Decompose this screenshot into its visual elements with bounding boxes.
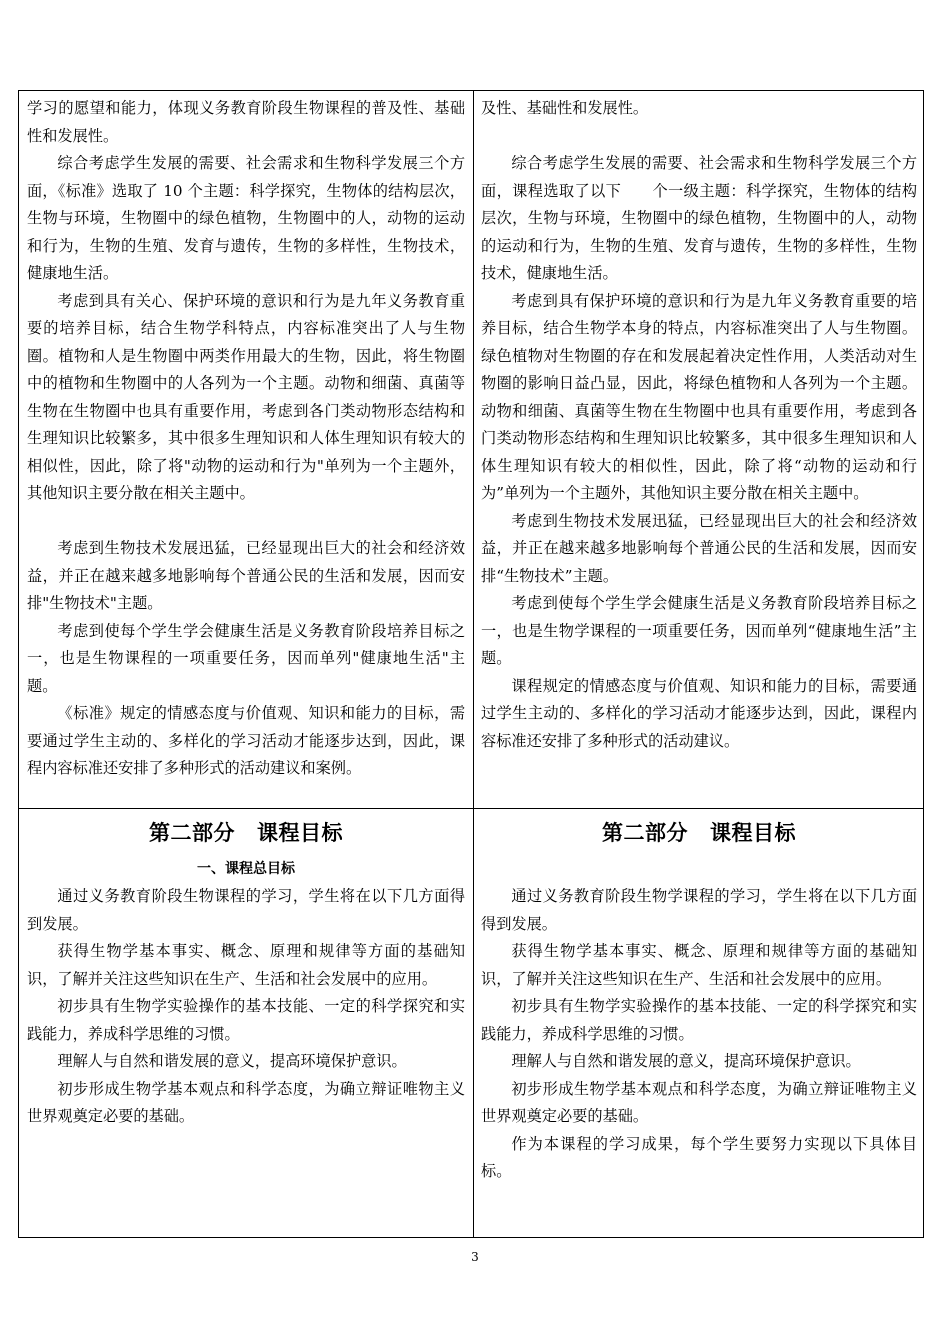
blank-line [481, 123, 917, 151]
paragraph: 考虑到使每个学生学会健康生活是义务教育阶段培养目标之一，也是生物课程的一项重要任务，因而单列"健康地生活"主题。 [27, 621, 465, 695]
right-top-cell [481, 95, 917, 807]
paragraph: 考虑到使每个学生学会健康生活是义务教育阶段培养目标之一，也是生物学课程的一项重要任务，因而单列“健康地生活”主题。 [481, 594, 917, 667]
table-column-divider [473, 91, 474, 1237]
paragraph: 综合考虑学生发展的需要、社会需求和生物科学发展三个方面，课程选取了以下 个一级主题：科学探究，生物体的结构层次，生物与环境，生物圈中的绿色植物，生物圈中的人，动物的运动和行为，生物的生殖、发育与遗传，生物的多样性，生物技术，健康地生活。 [481, 154, 917, 282]
paragraph: 通过义务教育阶段生物学课程的学习，学生将在以下几方面得到发展。 [481, 887, 917, 933]
paragraph: 初步具有生物学实验操作的基本技能、一定的科学探究和实践能力，养成科学思维的习惯。 [481, 997, 917, 1043]
paragraph: 考虑到生物技术发展迅猛，已经显现出巨大的社会和经济效益，并正在越来越多地影响每个普通公民的生活和发展，因而安排“生物技术”主题。 [481, 511, 917, 585]
section-title: 课程目标 [710, 821, 796, 845]
subsection-heading: 一、课程总目标 [197, 861, 295, 877]
paragraph: 初步具有生物学实验操作的基本技能、一定的科学探究和实践能力，养成科学思维的习惯。 [27, 997, 465, 1043]
blank-line [481, 853, 917, 883]
paragraph: 初步形成生物学基本观点和科学态度，为确立辩证唯物主义世界观奠定必要的基础。 [27, 1079, 465, 1125]
right-bottom-cell [481, 813, 917, 1233]
section-heading [27, 813, 465, 853]
paragraph: 考虑到具有保护环境的意识和行为是九年义务教育重要的培养目标，结合生物学本身的特点，内容标准突出了人与生物圈。绿色植物对生物圈的存在和发展起着决定性作用，人类活动对生物圈的影响日益凸显，因此，将绿色植物和人各列为一个主题。动物和细菌、真菌等生物在生物圈中也具有重要作用，考虑到各门类动物形态结构和生理知识比较繁多，其中很多生理知识和人体生理知识有较大的相似性，因此，除了将“动物的运动和行为”单列为一个主题外，其他知识主要分散在相关主题中。 [481, 291, 917, 502]
paragraph: 学习的愿望和能力，体现义务教育阶段生物课程的普及性、基础性和发展性。 [27, 99, 465, 145]
paragraph: 通过义务教育阶段生物课程的学习，学生将在以下几方面得到发展。 [27, 887, 465, 933]
paragraph: 及性、基础性和发展性。 [481, 99, 649, 117]
paragraph: 初步形成生物学基本观点和科学态度，为确立辩证唯物主义世界观奠定必要的基础。 [481, 1079, 917, 1125]
left-bottom-cell [27, 813, 465, 1233]
paragraph: 获得生物学基本事实、概念、原理和规律等方面的基础知识，了解并关注这些知识在生产、生活和社会发展中的应用。 [27, 942, 465, 988]
paragraph: 考虑到具有关心、保护环境的意识和行为是九年义务教育重要的培养目标，结合生物学科特点，内容标准突出了人与生物圈。植物和人是生物圈中两类作用最大的生物，因此，将生物圈中的植物和生物圈中的人各列为一个主题。动物和细菌、真菌等生物在生物圈中也具有重要作用，考虑到各门类动物形态结构和生理知识比较繁多，其中很多生理知识和人体生理知识有较大的相似性，因此，除了将"动物的运动和行为"单列为一个主题外，其他知识主要分散在相关主题中。 [27, 291, 465, 502]
paragraph: 考虑到生物技术发展迅猛，已经显现出巨大的社会和经济效益，并正在越来越多地影响每个普通公民的生活和发展，因而安排"生物技术"主题。 [27, 539, 465, 612]
page-number: 3 [471, 1250, 479, 1264]
paragraph: 综合考虑学生发展的需要、社会需求和生物科学发展三个方面，《标准》选取了 10 个主题：科学探究，生物体的结构层次，生物与环境，生物圈中的绿色植物，生物圈中的人，动物的运动和行为，生物的生殖、发育与遗传，生物的多样性，生物技术，健康地生活。 [27, 154, 465, 282]
paragraph: 作为本课程的学习成果，每个学生要努力实现以下具体目标。 [481, 1134, 917, 1180]
paragraph: 获得生物学基本事实、概念、原理和规律等方面的基础知识，了解并关注这些知识在生产、生活和社会发展中的应用。 [481, 942, 917, 988]
table-row-divider [19, 808, 923, 809]
paragraph: 理解人与自然和谐发展的意义，提高环境保护意识。 [511, 1052, 861, 1070]
left-top-cell [27, 95, 465, 807]
section-part-label: 第二部分 [149, 821, 235, 845]
comparison-table [18, 90, 924, 1238]
section-title: 课程目标 [257, 821, 343, 845]
blank-line [27, 508, 465, 536]
paragraph: 理解人与自然和谐发展的意义，提高环境保护意识。 [57, 1052, 407, 1070]
section-heading [481, 813, 917, 853]
section-part-label: 第二部分 [602, 821, 688, 845]
paragraph: 课程规定的情感态度与价值观、知识和能力的目标，需要通过学生主动的、多样化的学习活动才能逐步达到，因此，课程内容标准还安排了多种形式的活动建议。 [481, 676, 917, 750]
paragraph: 《标准》规定的情感态度与价值观、知识和能力的目标，需要通过学生主动的、多样化的学习活动才能逐步达到，因此，课程内容标准还安排了多种形式的活动建议和案例。 [27, 704, 465, 777]
